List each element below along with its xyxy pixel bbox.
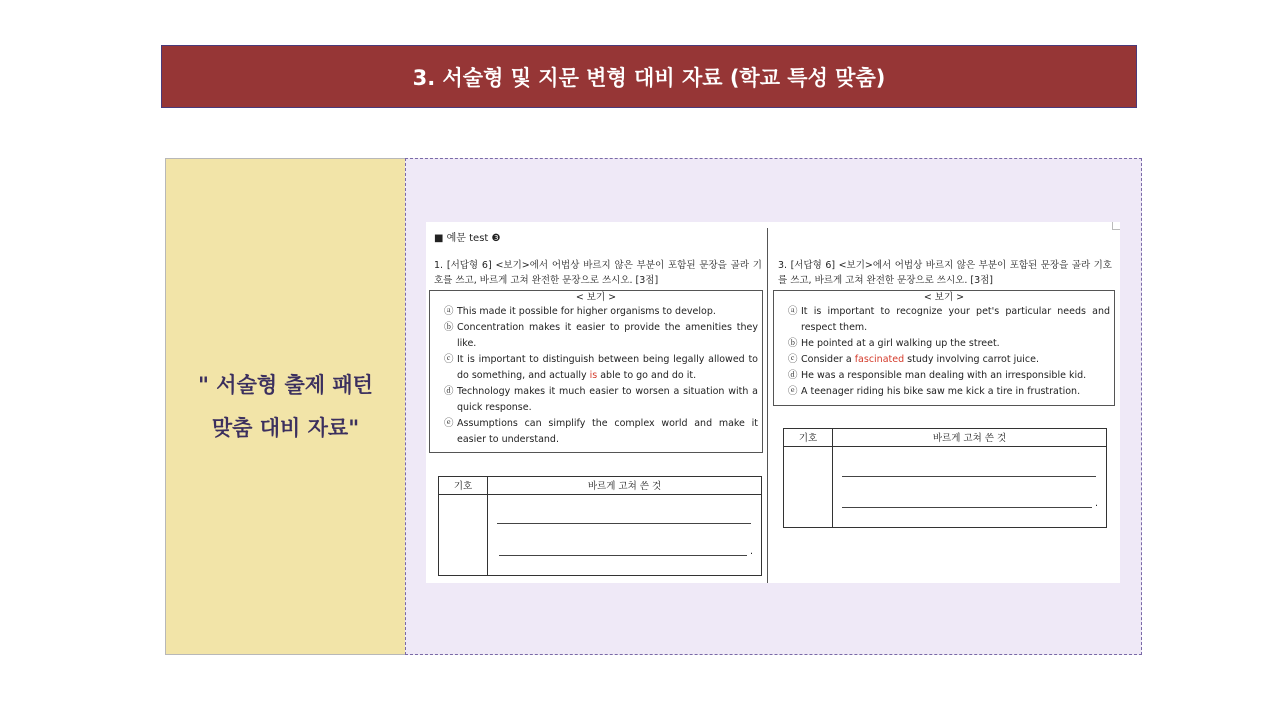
left-question-number: 1. [434, 260, 444, 271]
right-box-title: < 보기 > [923, 292, 965, 303]
left-question-prompt [434, 258, 762, 288]
left-answer-col-corrected: 바르게 고쳐 쓴 것 [587, 481, 662, 492]
left-option-d: ⓓ Technology makes it much easier to worsen a situation with a quick response. [444, 386, 758, 413]
right-answer-col-corrected: 바르게 고쳐 쓴 것 [932, 433, 1007, 444]
left-option-b: ⓑ Concentration makes it easier to provide the amenities they like. [444, 322, 758, 349]
right-option-e: ⓔ A teenager riding his bike saw me kick a tire in frustration. [788, 386, 1081, 397]
right-answer-line-2[interactable] [842, 507, 1092, 508]
right-question-text: [서답형 6] <보기>에서 어법상 바르지 않은 부분이 포함된 문장을 골라 기호를 쓰고, 바르게 고쳐 완전한 문장으로 쓰시오. [3점] [778, 260, 1112, 286]
category-label-line-1: " 서술형 출제 패턴 [198, 372, 373, 397]
left-option-a: ⓐ This made it possible for higher organisms to develop. [444, 306, 716, 317]
left-example-box [429, 290, 763, 453]
left-answer-line-1[interactable] [497, 523, 751, 524]
right-answer-period: . [1094, 498, 1098, 509]
left-option-e: ⓔ Assumptions can simplify the complex world and make it easier to understand. [444, 418, 758, 445]
right-answer-col-symbol: 기호 [798, 433, 818, 444]
category-label-line-2: 맞춤 대비 자료" [211, 415, 360, 440]
left-box-title: < 보기 > [575, 292, 617, 303]
column-divider [767, 228, 768, 583]
right-question-number: 3. [778, 260, 788, 271]
right-option-c-highlight: fascinated [854, 354, 905, 365]
right-answer-table [783, 428, 1107, 528]
section-title: 3. 서술형 및 지문 변형 대비 자료 (학교 특성 맞춤) [412, 65, 886, 90]
right-option-a: ⓐ It is important to recognize your pet's particular needs and respect them. [788, 306, 1110, 333]
left-option-c: ⓒ It is important to distinguish between being legally allowed to do something, and actually is able to go and do it. [444, 354, 758, 381]
section-title-bar [161, 45, 1137, 108]
right-answer-line-1[interactable] [842, 476, 1096, 477]
category-label-panel [165, 158, 406, 655]
right-option-d: ⓓ He was a responsible man dealing with an irresponsible kid. [788, 370, 1087, 381]
worksheet-image [426, 222, 1120, 583]
left-answer-col-symbol: 기호 [453, 481, 473, 492]
left-question-text: [서답형 6] <보기>에서 어법상 바르지 않은 부분이 포함된 문장을 골라 기호를 쓰고, 바르게 고쳐 완전한 문장으로 쓰시오. [3점] [434, 260, 762, 286]
left-answer-period: . [749, 546, 753, 557]
right-option-c: ⓒ Consider a fascinated study involving carrot juice. [788, 354, 1040, 365]
right-question-prompt [778, 258, 1112, 288]
right-option-b: ⓑ He pointed at a girl walking up the street. [788, 338, 1000, 349]
page-corner-mark [1112, 222, 1120, 230]
left-option-c-highlight: is [589, 370, 598, 381]
right-example-box [773, 290, 1115, 406]
left-answer-line-2[interactable] [499, 555, 747, 556]
left-answer-table [438, 476, 762, 576]
worksheet-heading: ■ 예문 test ❸ [434, 233, 501, 244]
